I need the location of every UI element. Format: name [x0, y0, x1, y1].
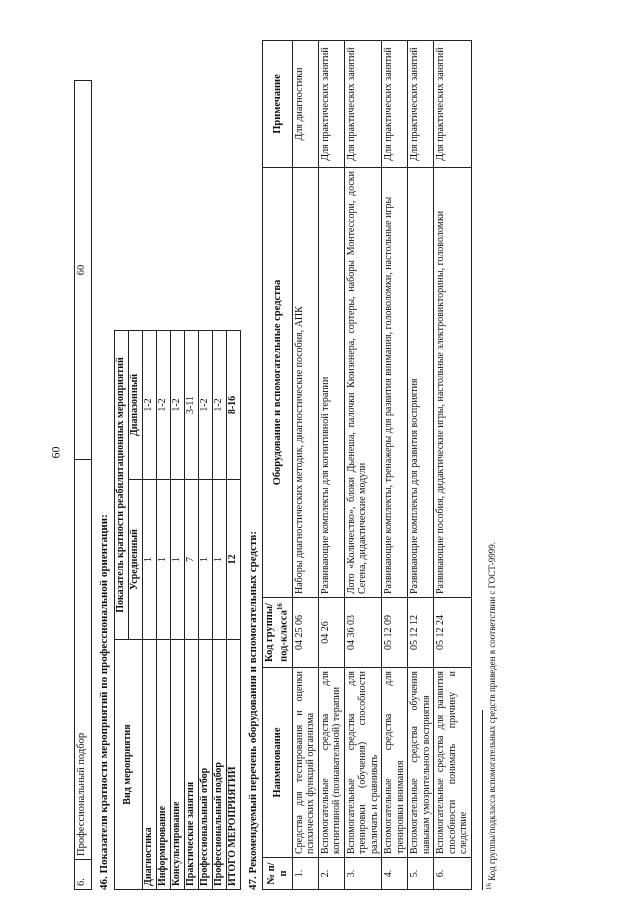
- equipment-table: [262, 40, 472, 890]
- row-number: 1.: [292, 858, 318, 890]
- footnote-marker: 16: [276, 603, 285, 611]
- range-value: 1-2: [170, 331, 184, 480]
- previous-table-tail: [74, 80, 92, 890]
- average-value: 7: [184, 480, 198, 640]
- item-equipment: Развивающие комплекты для развития восприятия: [408, 168, 434, 598]
- item-code: 05 12 09: [382, 598, 408, 668]
- table-row: [156, 331, 170, 890]
- item-equipment: Наборы диагностических методик, диагностические пособия, АПК: [292, 168, 318, 598]
- range-value: 1-2: [212, 331, 226, 480]
- item-note: Для практических занятий: [408, 41, 434, 168]
- footnote: [485, 20, 497, 890]
- frequency-table: [114, 330, 241, 890]
- section-47-title: 47. Рекомендуемый перечень оборудования и вспомогательных средств:: [246, 531, 259, 890]
- page-number: 60: [48, 446, 63, 459]
- activity-name: Диагностика: [142, 640, 156, 890]
- total-range: 8-16: [226, 331, 240, 480]
- item-note: Для практических занятий: [382, 41, 408, 168]
- header-frequency-group: Показатель кратности реабилитационных мероприятий: [114, 331, 128, 640]
- table-row: [318, 41, 344, 890]
- header-average: Усредненный: [128, 480, 142, 640]
- header-note: Примечание: [263, 41, 293, 168]
- table-header-row: [263, 41, 293, 890]
- activity-name: Информирование: [156, 640, 170, 890]
- header-range: Диапазонный: [128, 331, 142, 480]
- item-note: Для диагностики: [292, 41, 318, 168]
- item-name: Вспомогательные средства для тренировки (обучения) способности различать и сравнивать: [344, 668, 382, 858]
- header-equipment: Оборудование и вспомогательные средства: [263, 168, 293, 598]
- range-value: 1-2: [142, 331, 156, 480]
- item-equipment: Развивающие комплекты для когнитивной терапии: [318, 168, 344, 598]
- activity-name: Практические занятия: [184, 640, 198, 890]
- activity-name: Профессиональный подбор: [212, 640, 226, 890]
- activity-name: Профессиональный отбор: [198, 640, 212, 890]
- average-value: 1: [212, 480, 226, 640]
- footnote-divider: [482, 710, 483, 890]
- section-46-title: 46. Показатели кратности мероприятий по профессиональной ориентации:: [98, 514, 110, 890]
- row-number: 3.: [344, 858, 382, 890]
- item-equipment: Лото «Количество», блоки Дьенеша, палочки Кюизенера, сортеры, наборы Монтессори, доски Сегена, дидактические модули: [344, 168, 382, 598]
- table-row: [408, 41, 434, 890]
- total-average: 12: [226, 480, 240, 640]
- row-label: Профессиональный подбор: [75, 460, 92, 860]
- table-row: [198, 331, 212, 890]
- item-name: Средства для тестирования и оценки психических функций организма: [292, 668, 318, 858]
- item-code: 04 25 06: [292, 598, 318, 668]
- item-note: Для практических занятий: [344, 41, 382, 168]
- table-row: [142, 331, 156, 890]
- row-value: 60: [75, 81, 92, 460]
- header-name: Наименование: [263, 668, 293, 858]
- average-value: 1: [156, 480, 170, 640]
- rotated-page-content: [70, 20, 620, 890]
- item-name: Вспомогательные средства для когнитивной (познавательной) терапии: [318, 668, 344, 858]
- activity-name: Консультирование: [170, 640, 184, 890]
- item-code: 04 36 03: [344, 598, 382, 668]
- item-equipment: Развивающие комплекты, тренажеры для развития внимания, головоломки, настольные игры: [382, 168, 408, 598]
- item-name: Вспомогательные средства для тренировки внимания: [382, 668, 408, 858]
- footnote-text: Код группы/подкласса вспомогательных средств приведен в соответствии с ГОСТ-9999.: [486, 542, 497, 881]
- average-value: 1: [170, 480, 184, 640]
- item-note: Для практических занятий: [318, 41, 344, 168]
- item-code: 04 26: [318, 598, 344, 668]
- item-note: Для практических занятий: [434, 41, 472, 168]
- row-number: 6.: [75, 860, 92, 890]
- table-row: [184, 331, 198, 890]
- item-name: Вспомогательные средства обучения навыкам умозрительного восприятия: [408, 668, 434, 858]
- average-value: 1: [198, 480, 212, 640]
- header-activity: Вид мероприятия: [114, 640, 142, 890]
- item-code: 05 12 24: [434, 598, 472, 668]
- table-row: [292, 41, 318, 890]
- table-row: [75, 81, 92, 890]
- item-equipment: Развивающие пособия, дидактические игры, настольные электровикторины, головоломки: [434, 168, 472, 598]
- average-value: 1: [142, 480, 156, 640]
- table-row: [170, 331, 184, 890]
- header-code: Код группы/под-класса$^{16}$: [263, 598, 293, 668]
- row-number: 6.: [434, 858, 472, 890]
- range-value: 3-11: [184, 331, 198, 480]
- row-number: 2.: [318, 858, 344, 890]
- item-code: 05 12 12: [408, 598, 434, 668]
- header-number: № п/п: [263, 858, 293, 890]
- row-number: 4.: [382, 858, 408, 890]
- footnote-number: 16: [484, 883, 493, 890]
- table-row: [212, 331, 226, 890]
- total-label: ИТОГО МЕРОПРИЯТИЙ: [226, 640, 240, 890]
- table-row: [382, 41, 408, 890]
- range-value: 1-2: [198, 331, 212, 480]
- table-total-row: [226, 331, 240, 890]
- range-value: 1-2: [156, 331, 170, 480]
- table-row: [434, 41, 472, 890]
- table-header-row: [114, 331, 128, 890]
- table-row: [344, 41, 382, 890]
- item-name: Вспомогательные средства для развития способности понимать причину и следствие: [434, 668, 472, 858]
- row-number: 5.: [408, 858, 434, 890]
